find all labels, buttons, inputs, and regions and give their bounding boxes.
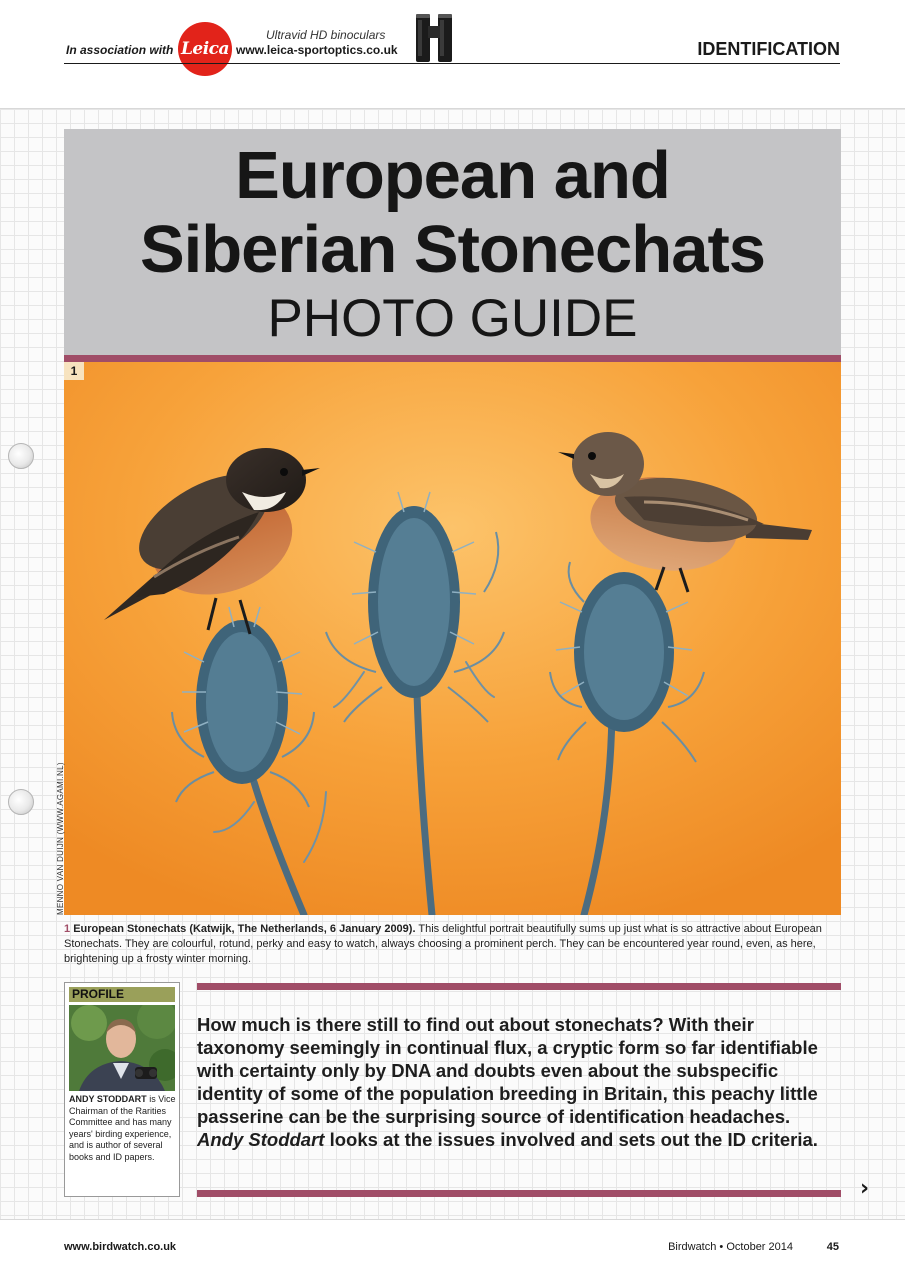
page-title	[64, 139, 841, 287]
page-number: 45	[826, 1241, 839, 1253]
caption-lead: European Stonechats (Katwijk, The Netherlands, 6 January 2009).	[73, 923, 416, 935]
footer-magazine: Birdwatch	[668, 1241, 717, 1253]
caption-number: 1	[64, 923, 71, 935]
standfirst-bottom-rule	[197, 1190, 841, 1197]
standfirst-text-end: looks at the issues involved and sets out the ID criteria.	[329, 1129, 818, 1150]
page-header	[0, 0, 905, 80]
photo-credit: MENNO VAN DUIJN (WWW.AGAMI.NL)	[56, 762, 65, 915]
section-label: IDENTIFICATION	[697, 39, 840, 59]
footer-separator: •	[719, 1241, 724, 1253]
association-text: In association with	[66, 43, 174, 57]
standfirst	[197, 1013, 841, 1151]
leica-logo[interactable]	[178, 22, 232, 76]
title-line-2: Siberian Stonechats	[139, 212, 766, 287]
standfirst-author: Andy Stoddart	[197, 1129, 325, 1150]
photo-number-badge: 1	[64, 362, 84, 380]
header-divider	[64, 63, 840, 64]
title-divider	[64, 355, 841, 362]
title-block	[64, 129, 841, 355]
advert-product: Ultravid HD binoculars	[266, 28, 386, 42]
author-bio-text: is Vice Chairman of the Rarities Committee and has many years' birding experience, and is author of several books and ID papers.	[69, 1094, 176, 1162]
binoculars-icon	[414, 12, 454, 64]
footer-issue-date: October 2014	[726, 1241, 793, 1253]
profile-label: PROFILE	[69, 987, 175, 1002]
author-profile-box	[64, 982, 180, 1197]
next-page-arrow-icon[interactable]: ›	[860, 1176, 870, 1201]
author-name: ANDY STODDART	[69, 1094, 147, 1104]
page-subtitle: PHOTO GUIDE	[267, 289, 638, 348]
punch-hole-icon	[8, 443, 34, 469]
photo-caption	[64, 922, 841, 967]
standfirst-text: How much is there still to find out about stonechats? With their taxonomy seemingly in continual flux, a cryptic form so far identifiable with certainty only by DNA and doubts even about the subspecific identity of some of the population breeding in Britain, this peachy little passerine can be the surprising source of identification headaches.	[197, 1014, 818, 1127]
stonechats-on-teasels-photo	[64, 362, 841, 915]
author-photo	[69, 1005, 175, 1091]
standfirst-top-rule	[197, 983, 841, 990]
footer-issue	[668, 1241, 793, 1253]
punch-hole-icon	[8, 789, 34, 815]
author-bio	[69, 1094, 177, 1163]
leica-logo-text: Leica	[180, 39, 230, 59]
title-line-1: European and	[235, 138, 670, 213]
footer-url[interactable]: www.birdwatch.co.uk	[64, 1241, 177, 1253]
caption-text: This delightful portrait beautifully sums up just what is so attractive about European Stonechats. They are colourful, rotund, perky and easy to watch, always choosing a prominent perch. They can be encountered year round, even, as here, brightening up a frosty winter morning.	[64, 923, 822, 965]
main-photo	[64, 362, 841, 915]
advert-url[interactable]: www.leica-sportoptics.co.uk	[236, 43, 398, 57]
